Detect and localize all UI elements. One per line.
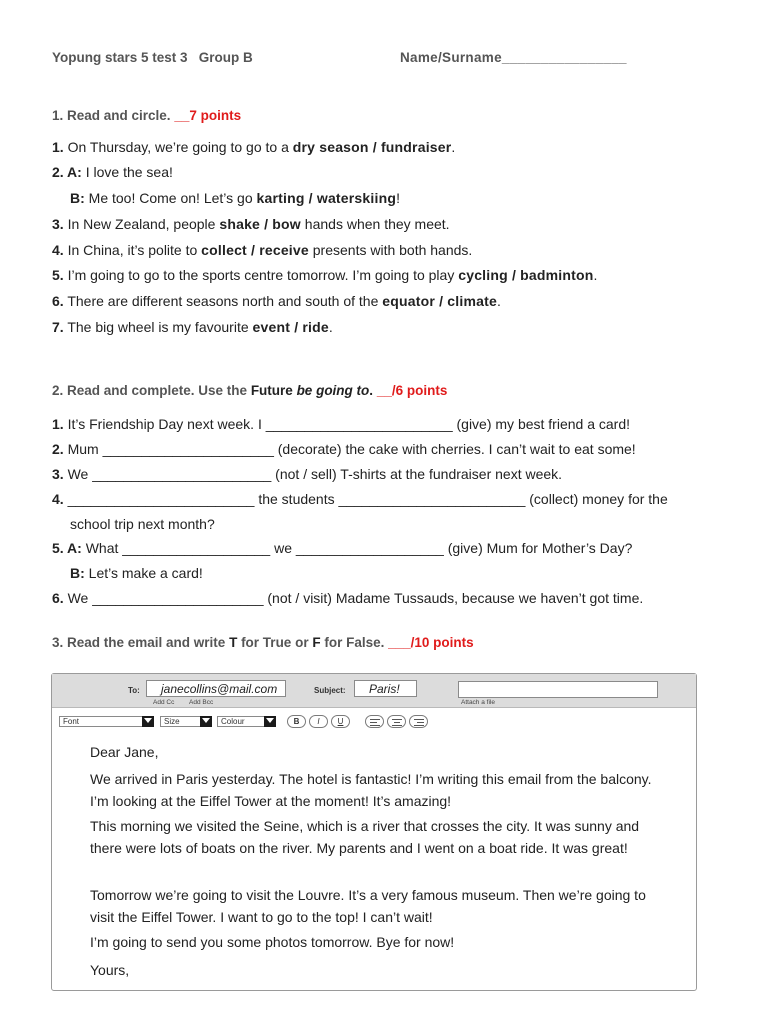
question-text: There are different seasons north and south of the: [63, 293, 383, 309]
question-text: On Thursday, we’re going to go to a: [63, 139, 293, 155]
circle-options[interactable]: dry season / fundraiser: [292, 139, 452, 155]
question-text-end: .: [328, 319, 333, 335]
to-field[interactable]: janecollins@mail.com: [146, 680, 286, 697]
question-text-end: !: [396, 190, 400, 206]
fill-in-item[interactable]: [52, 464, 562, 484]
question-number: 6.: [52, 590, 64, 606]
test-title: Yopung stars 5 test 3 Group B: [52, 50, 253, 65]
attachment-field[interactable]: [458, 681, 658, 698]
font-select[interactable]: [59, 716, 154, 727]
section2-instruction-c: be going to: [296, 383, 370, 398]
worksheet-header: [52, 50, 708, 70]
email-closing: Yours,: [90, 962, 130, 978]
question-number: 7.: [52, 319, 64, 335]
fill-in-item[interactable]: [70, 563, 203, 583]
question-text-end: .: [451, 139, 456, 155]
question-number: 2. A:: [52, 164, 82, 180]
size-dropdown-icon: [200, 716, 212, 727]
question-number: 4.: [52, 491, 64, 507]
bold-button[interactable]: B: [287, 715, 306, 728]
email-window: [51, 673, 697, 991]
align-right-button[interactable]: [409, 715, 428, 728]
email-header-bar: [52, 674, 696, 708]
email-paragraph: I’m going to send you some photos tomorrow. Bye for now!: [90, 934, 455, 950]
question-number: 6.: [52, 293, 64, 309]
section1-title: [52, 108, 241, 123]
question-item: [52, 317, 333, 337]
circle-options[interactable]: shake / bow: [219, 216, 301, 232]
section2-instruction-d: .: [369, 383, 377, 398]
add-bcc-link[interactable]: Add Bcc: [189, 699, 214, 706]
circle-options[interactable]: cycling / badminton: [458, 267, 594, 283]
question-text: Me too! Come on! Let’s go: [84, 190, 257, 206]
question-text: ________________________ the students ________________________ (collect) money for the: [63, 491, 668, 507]
colour-select[interactable]: [217, 716, 276, 727]
circle-options[interactable]: event / ride: [252, 319, 329, 335]
question-number: 1.: [52, 416, 64, 432]
section2-title: [52, 383, 447, 398]
section3-false-letter: F: [312, 635, 321, 650]
question-text-end: presents with both hands.: [308, 242, 473, 258]
colour-dropdown-icon: [264, 716, 276, 727]
to-label: To:: [128, 686, 140, 695]
section1-points: __7 points: [174, 108, 242, 123]
email-paragraph: We arrived in Paris yesterday. The hotel is fantastic! I’m writing this email from the balcony. I’m looking at the Eiffel Tower at the moment! It’s amazing!: [90, 771, 652, 809]
section3-points: ___/10 points: [388, 635, 474, 650]
circle-options[interactable]: equator / climate: [382, 293, 497, 309]
question-number: B:: [70, 565, 85, 581]
name-field: Name/Surname________________: [400, 50, 627, 65]
fill-in-item[interactable]: [52, 588, 643, 608]
question-text: In New Zealand, people: [63, 216, 220, 232]
question-item: [52, 162, 173, 182]
section3-instruction-c: for False.: [320, 635, 389, 650]
question-number: B:: [70, 190, 85, 206]
question-text: We ______________________ (not / visit) Madame Tussauds, because we haven’t got time.: [63, 590, 644, 606]
circle-options[interactable]: karting / waterskiing: [256, 190, 397, 206]
section2-points: __/6 points: [376, 383, 448, 398]
colour-select-label: Colour: [221, 717, 245, 726]
align-center-button[interactable]: [387, 715, 406, 728]
subject-field[interactable]: Paris!: [354, 680, 417, 697]
email-paragraph: Tomorrow we’re going to visit the Louvre. It’s a very famous museum. Then we’re going to visit the Eiffel Tower. I want to go to the top! I can’t wait!: [90, 887, 646, 925]
question-item: [52, 265, 597, 285]
question-number: 5. A:: [52, 540, 82, 556]
question-text: Mum ______________________ (decorate) the cake with cherries. I can’t wait to eat some!: [63, 441, 636, 457]
circle-options[interactable]: collect / receive: [201, 242, 309, 258]
fill-in-item[interactable]: [52, 439, 636, 459]
font-select-label: Font: [63, 717, 80, 726]
section3-true-letter: T: [229, 635, 238, 650]
question-item: [52, 137, 455, 157]
question-number: 3.: [52, 216, 64, 232]
question-text: What ___________________ we ___________________ (give) Mum for Mother’s Day?: [81, 540, 633, 556]
question-text-end: .: [593, 267, 598, 283]
size-select[interactable]: [160, 716, 212, 727]
section1-instruction: 1. Read and circle.: [52, 108, 171, 123]
format-toolbar: [52, 712, 696, 732]
fill-in-item[interactable]: [52, 489, 668, 509]
section3-instruction-a: 3. Read the email and write: [52, 635, 230, 650]
question-number: 5.: [52, 267, 64, 283]
question-text: The big wheel is my favourite: [63, 319, 253, 335]
email-greeting: Dear Jane,: [90, 744, 159, 760]
question-item: [52, 240, 472, 260]
font-dropdown-icon: [142, 716, 154, 727]
fill-in-item[interactable]: [52, 538, 632, 558]
question-text: school trip next month?: [70, 516, 215, 532]
italic-button[interactable]: I: [309, 715, 328, 728]
question-text: I love the sea!: [81, 164, 173, 180]
question-text-end: .: [496, 293, 501, 309]
question-item: [52, 214, 450, 234]
question-number: 3.: [52, 466, 64, 482]
question-text: Let’s make a card!: [84, 565, 203, 581]
fill-in-item[interactable]: [70, 514, 215, 534]
question-item: [52, 291, 501, 311]
question-number: 1.: [52, 139, 64, 155]
attach-file-link[interactable]: Attach a file: [461, 699, 495, 706]
question-item: [70, 188, 400, 208]
question-text: It’s Friendship Day next week. I ________________________ (give) my best friend a card!: [63, 416, 631, 432]
underline-button[interactable]: U: [331, 715, 350, 728]
section3-title: [52, 635, 474, 650]
email-paragraph: This morning we visited the Seine, which is a river that crosses the city. It was sunny and there were lots of boats on the river. My parents and I went on a boat ride. It was great!: [90, 818, 640, 856]
question-number: 4.: [52, 242, 64, 258]
section2-instruction-a: 2. Read and complete. Use the: [52, 383, 251, 398]
question-text: In China, it’s polite to: [63, 242, 202, 258]
section3-instruction-b: for True or: [237, 635, 313, 650]
section2-instruction-b: Future: [250, 383, 297, 398]
question-text-end: hands when they meet.: [300, 216, 450, 232]
add-cc-link[interactable]: Add Cc: [153, 699, 175, 706]
fill-in-item[interactable]: [52, 414, 630, 434]
subject-label: Subject:: [314, 686, 346, 695]
size-select-label: Size: [164, 717, 180, 726]
question-text: We _______________________ (not / sell) T-shirts at the fundraiser next week.: [63, 466, 563, 482]
question-text: I’m going to go to the sports centre tomorrow. I’m going to play: [63, 267, 459, 283]
align-left-button[interactable]: [365, 715, 384, 728]
question-number: 2.: [52, 441, 64, 457]
